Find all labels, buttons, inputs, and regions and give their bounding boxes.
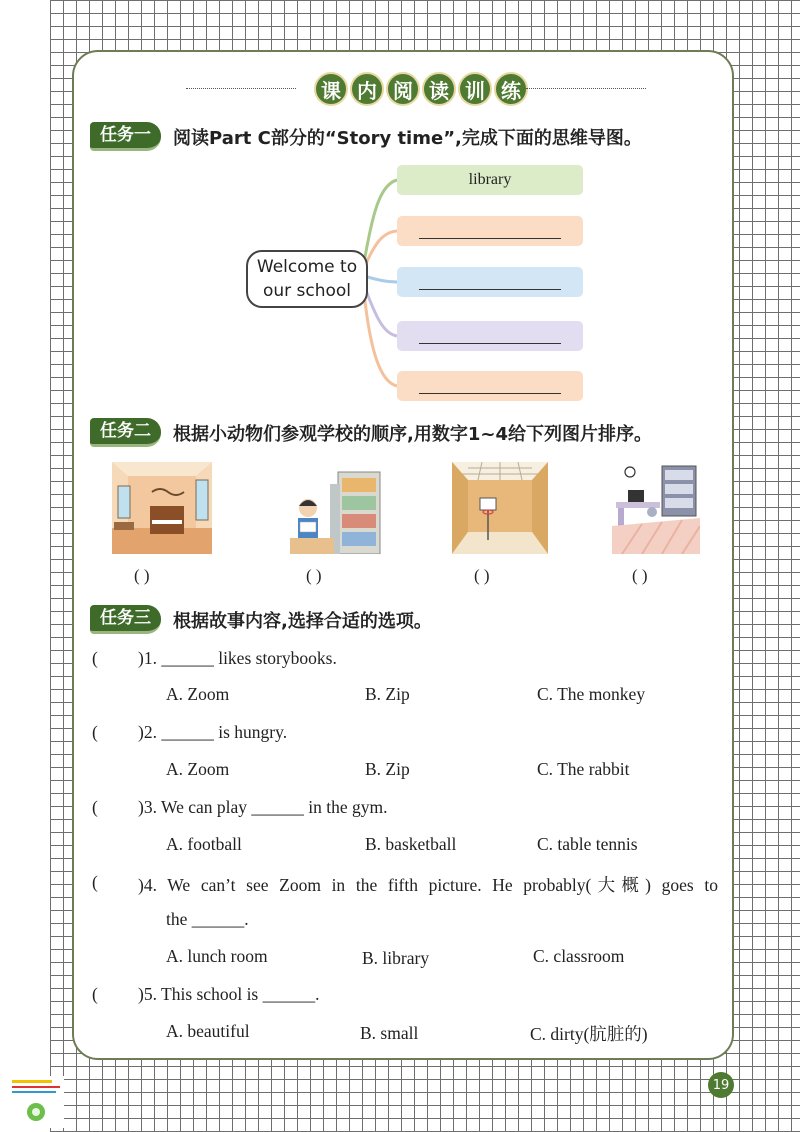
task2-instruction: 根据小动物们参观学校的顺序,用数字1~4给下列图片排序。 (173, 423, 652, 445)
mindmap-center (246, 250, 368, 308)
task3-instruction: 根据故事内容,选择合适的选项。 (173, 610, 432, 632)
question-5-text: )5. This school is ______. (138, 984, 320, 1004)
question-1-option-c[interactable]: C. The monkey (537, 684, 646, 704)
task2-header (90, 418, 652, 447)
question-3-option-a[interactable]: A. football (166, 834, 242, 854)
mindmap-branch-1 (397, 165, 583, 195)
task3-header (90, 605, 432, 634)
page-number: 19 (708, 1072, 734, 1098)
question-4-text: )4. We can’t see Zoom in the fifth picture. He probably(大概) goes to (138, 875, 718, 895)
mindmap-branch-5[interactable] (397, 371, 583, 401)
computer-room-picture (612, 462, 700, 554)
question-4-option-a[interactable]: A. lunch room (166, 946, 268, 966)
question-5-option-a[interactable]: A. beautiful (166, 1021, 250, 1041)
task3-badge: 任务三 (90, 605, 161, 634)
library-picture (286, 462, 382, 554)
answer-paren-1[interactable]: ( ) (134, 566, 150, 585)
answer-line (419, 343, 561, 344)
title-char: 阅 (386, 72, 420, 106)
answer-line (419, 238, 561, 239)
music-room-picture (112, 462, 212, 554)
question-1-paren[interactable]: ( (92, 648, 98, 668)
task2-badge: 任务二 (90, 418, 161, 447)
question-3-option-c[interactable]: C. table tennis (537, 834, 638, 854)
task1-instruction: 阅读Part C部分的“Story time”,完成下面的思维导图。 (173, 127, 642, 149)
mindmap-branch-label: library (468, 171, 512, 188)
question-5-option-b[interactable]: B. small (360, 1023, 419, 1043)
question-5-paren[interactable]: ( (92, 984, 98, 1004)
answer-paren-3[interactable]: ( ) (474, 566, 490, 585)
question-1-option-b[interactable]: B. Zip (365, 684, 410, 704)
title-char: 训 (458, 72, 492, 106)
question-2-option-c[interactable]: C. The rabbit (537, 759, 630, 779)
question-3-paren[interactable]: ( (92, 797, 98, 817)
question-4-paren[interactable]: ( (92, 872, 98, 892)
title-char: 课 (314, 72, 348, 106)
answer-paren-2[interactable]: ( ) (306, 566, 322, 585)
title-char: 读 (422, 72, 456, 106)
answer-paren-4[interactable]: ( ) (632, 566, 648, 585)
question-4-option-c[interactable]: C. classroom (533, 946, 625, 966)
mindmap-branch-2[interactable] (397, 216, 583, 246)
question-2-option-b[interactable]: B. Zip (365, 759, 410, 779)
title-char: 练 (494, 72, 528, 106)
answer-line (419, 289, 561, 290)
task1-badge: 任务一 (90, 122, 161, 151)
question-5-option-c[interactable]: C. dirty(肮脏的) (530, 1024, 648, 1044)
mindmap-center-line2: our school (262, 281, 352, 301)
answer-line (419, 393, 561, 394)
question-3-text: )3. We can play ______ in the gym. (138, 797, 388, 817)
gym-picture (452, 462, 548, 554)
question-4-text-continued: the ______. (166, 909, 249, 929)
question-2-text: )2. ______ is hungry. (138, 722, 288, 742)
publisher-logo (8, 1076, 64, 1128)
mindmap-branch-4[interactable] (397, 321, 583, 351)
question-4-option-b[interactable]: B. library (362, 948, 430, 968)
mindmap-connectors (0, 0, 800, 420)
question-2-paren[interactable]: ( (92, 722, 98, 742)
question-1-text: )1. ______ likes storybooks. (138, 648, 337, 668)
mindmap-branch-3[interactable] (397, 267, 583, 297)
mindmap-center-line1: Welcome to (256, 257, 358, 277)
question-1-option-a[interactable]: A. Zoom (166, 684, 230, 704)
question-3-option-b[interactable]: B. basketball (365, 834, 457, 854)
title-char: 内 (350, 72, 384, 106)
question-2-option-a[interactable]: A. Zoom (166, 759, 230, 779)
